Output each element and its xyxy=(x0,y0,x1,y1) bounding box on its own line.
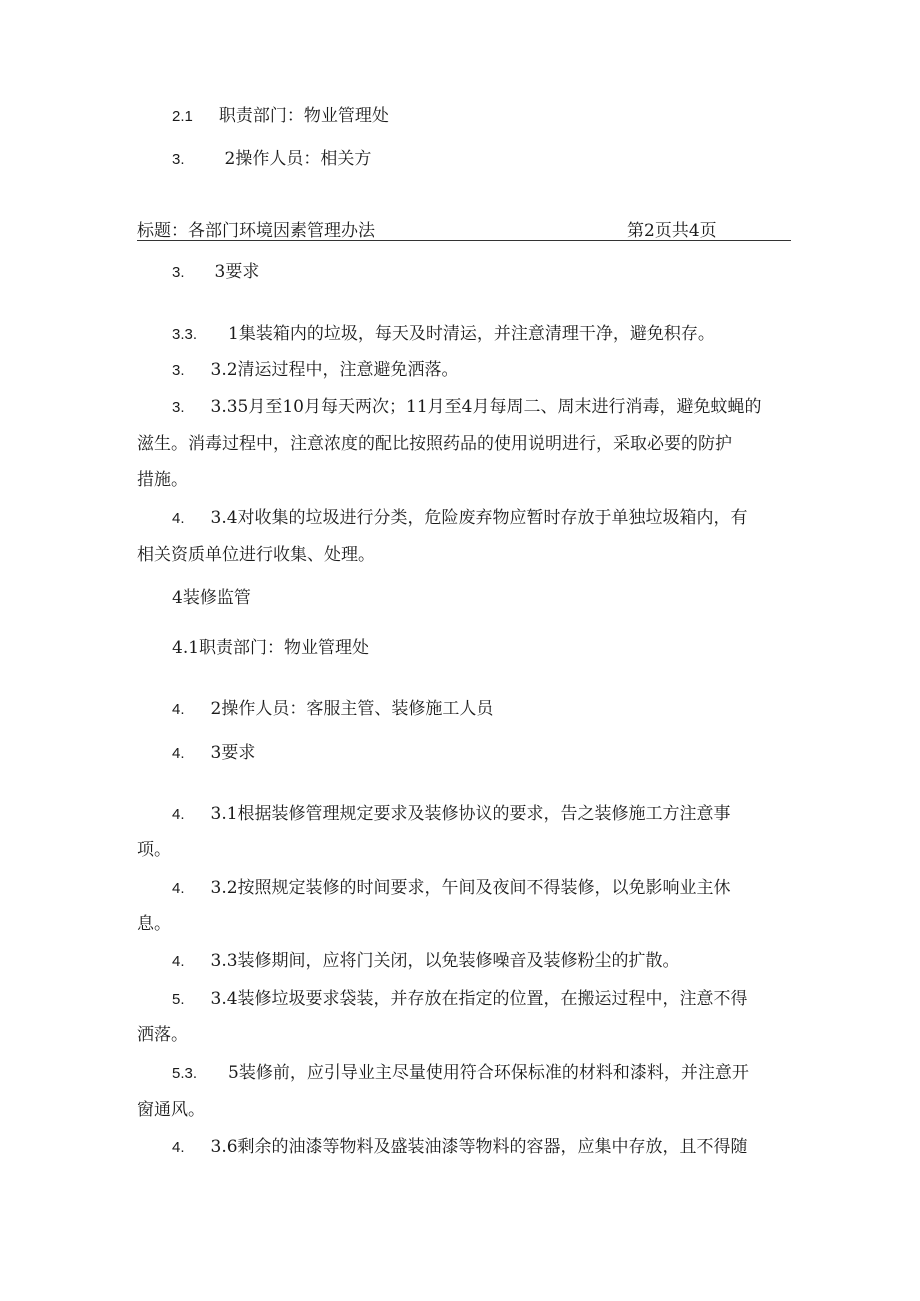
clause-4-3-1-cont-1: 项。 xyxy=(137,840,171,860)
clause-3-3: 3. 3要求 xyxy=(172,262,260,282)
header-title: 标题：各部门环境因素管理办法 xyxy=(137,221,375,241)
clause-4-3-2-cont-1: 息。 xyxy=(137,914,171,934)
page-header xyxy=(137,216,791,241)
clause-4-3-4-cont-1: 洒落。 xyxy=(137,1025,188,1045)
clause-3-3-3-cont-2: 措施。 xyxy=(137,470,188,490)
clause-3-3-3: 3. 3.35月至10月每天两次；11月至4月每周二、周末进行消毒，避免蚊蝇的 xyxy=(172,397,762,417)
clause-4-2: 4. 2操作人员：客服主管、装修施工人员 xyxy=(172,699,494,719)
clause-4-3-1: 4. 3.1根据装修管理规定要求及装修协议的要求，告之装修施工方注意事 xyxy=(172,804,731,824)
section-4-heading: 4装修监管 xyxy=(172,588,251,608)
clause-4-3-4: 5. 3.4装修垃圾要求袋装，并存放在指定的位置，在搬运过程中，注意不得 xyxy=(172,989,748,1009)
clause-4-3-5: 5.3. 5装修前，应引导业主尽量使用符合环保标准的材料和漆料，并注意开 xyxy=(172,1063,749,1083)
clause-3-3-3-cont-1: 滋生。消毒过程中，注意浓度的配比按照药品的使用说明进行，采取必要的防护 xyxy=(137,434,732,454)
clause-4-3-6: 4. 3.6剩余的油漆等物料及盛装油漆等物料的容器，应集中存放，且不得随 xyxy=(172,1137,748,1157)
clause-4-3-5-cont-1: 窗通风。 xyxy=(137,1100,205,1120)
clause-4-3-2: 4. 3.2按照规定装修的时间要求，午间及夜间不得装修，以免影响业主休 xyxy=(172,878,731,898)
clause-3-3-4: 4. 3.4对收集的垃圾进行分类，危险废弃物应暂时存放于单独垃圾箱内，有 xyxy=(172,508,748,528)
clause-3-3-2: 3. 3.2清运过程中，注意避免洒落。 xyxy=(172,360,459,380)
clause-3-3-1: 3.3. 1集装箱内的垃圾，每天及时清运，并注意清理干净，避免积存。 xyxy=(172,324,715,344)
clause-4-1: 4.1职责部门：物业管理处 xyxy=(172,638,370,658)
clause-3-3-4-cont-1: 相关资质单位进行收集、处理。 xyxy=(137,545,375,565)
clause-4-3: 4. 3要求 xyxy=(172,743,256,763)
header-page-number: 第2页共4页 xyxy=(627,221,717,241)
clause-4-3-3: 4. 3.3装修期间，应将门关闭，以免装修噪音及装修粉尘的扩散。 xyxy=(172,951,680,971)
clause-2-1: 2.1 职责部门：物业管理处 xyxy=(172,106,389,126)
clause-3-2: 3. 2操作人员：相关方 xyxy=(172,149,372,169)
